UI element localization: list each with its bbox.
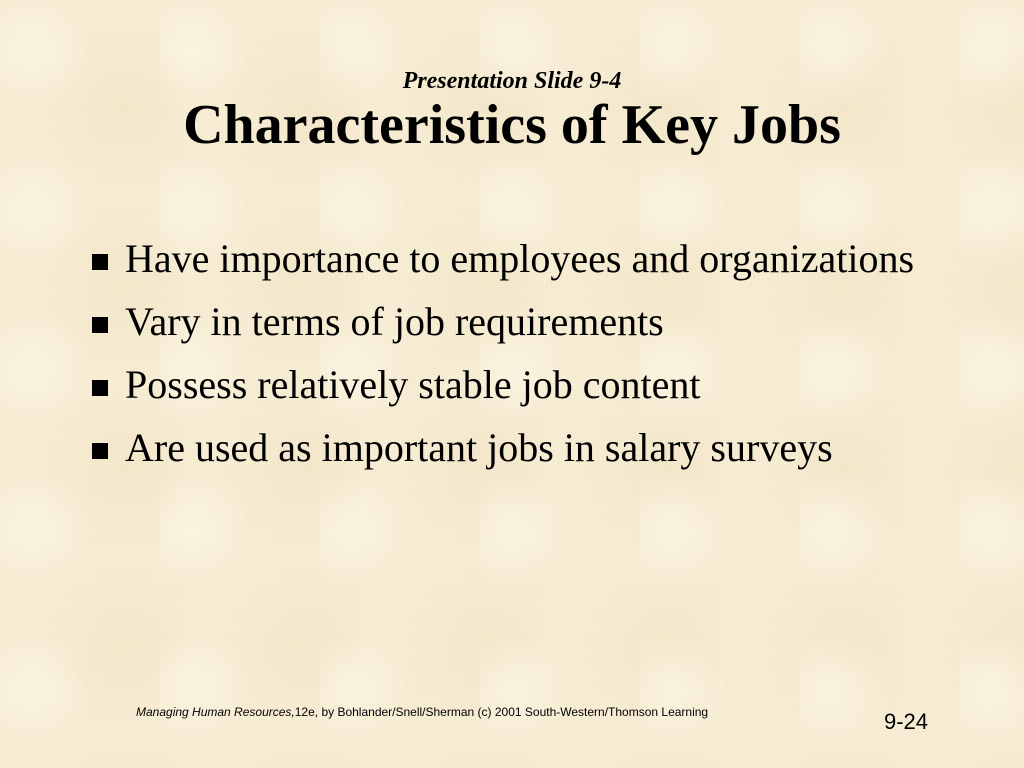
bullet-list [90,234,970,486]
square-bullet-icon [92,254,108,270]
slide-number: 9-24 [884,709,929,734]
square-bullet-icon [92,317,108,333]
bullet-item [90,297,970,347]
bullet-item [90,423,970,473]
bullet-text: Are used as important jobs in salary surveys [125,425,833,470]
book-title: Managing Human Resources, [136,705,295,719]
citation-text: 12e, by Bohlander/Snell/Sherman (c) 2001 South-Western/Thomson Learning [294,705,709,719]
bullet-item [90,360,970,410]
bullet-text: Have importance to employees and organizations [125,236,915,281]
square-bullet-icon [92,380,108,396]
bullet-item [90,234,970,284]
bullet-text: Vary in terms of job requirements [125,299,664,344]
slide-title: Characteristics of Key Jobs [183,94,841,156]
bullet-text: Possess relatively stable job content [125,362,701,407]
square-bullet-icon [92,443,108,459]
slide-subtitle: Presentation Slide 9-4 [402,68,622,94]
footer-citation [136,704,708,720]
